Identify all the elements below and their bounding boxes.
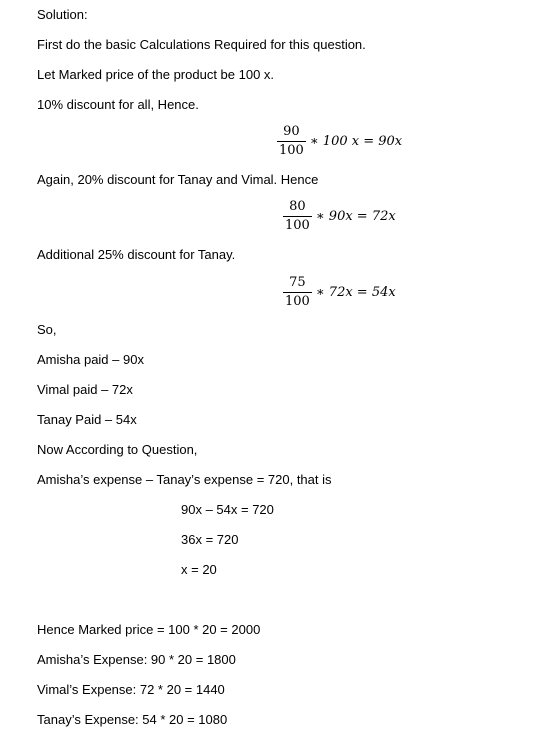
equation-2 [283,199,396,234]
amisha-paid-line: Amisha paid – 90x [37,352,144,367]
fraction-90-100 [277,124,306,159]
equation-1 [277,124,402,159]
intro-line: First do the basic Calculations Required for this question. [37,37,366,52]
numerator: 75 [289,275,306,290]
numerator: 90 [283,124,300,139]
fraction-bar [277,141,306,142]
step-2: 36x = 720 [181,532,239,547]
fraction-bar [283,216,312,217]
according-line: Now According to Question, [37,442,198,457]
vimal-paid-line: Vimal paid – 72x [37,382,133,397]
equation-rest: ∗ 90x = 72x [315,209,396,224]
tanay-expense-result: Tanay’s Expense: 54 * 20 = 1080 [37,712,228,727]
step-3: x = 20 [181,562,217,577]
amisha-expense-result: Amisha’s Expense: 90 * 20 = 1800 [37,652,236,667]
denominator: 100 [285,218,310,233]
numerator: 80 [289,199,306,214]
step-1: 90x – 54x = 720 [181,502,274,517]
solution-heading: Solution: [37,7,88,22]
fraction-bar [283,292,312,293]
marked-price-result: Hence Marked price = 100 * 20 = 2000 [37,622,261,637]
expense-equation-line: Amisha’s expense – Tanay’s expense = 720, that is [37,472,332,487]
fraction-75-100 [283,275,312,310]
marked-price-line: Let Marked price of the product be 100 x. [37,67,275,82]
denominator: 100 [285,294,310,309]
vimal-expense-result: Vimal’s Expense: 72 * 20 = 1440 [37,682,225,697]
twenty-five-percent-line: Additional 25% discount for Tanay. [37,247,236,262]
tanay-paid-line: Tanay Paid – 54x [37,412,137,427]
equation-rest: ∗ 72x = 54x [315,285,396,300]
so-line: So, [37,322,57,337]
ten-percent-line: 10% discount for all, Hence. [37,97,199,112]
equation-3 [283,275,396,310]
denominator: 100 [279,143,304,158]
fraction-80-100 [283,199,312,234]
twenty-percent-line: Again, 20% discount for Tanay and Vimal. Hence [37,172,319,187]
equation-rest: ∗ 100 x = 90x [309,134,403,149]
